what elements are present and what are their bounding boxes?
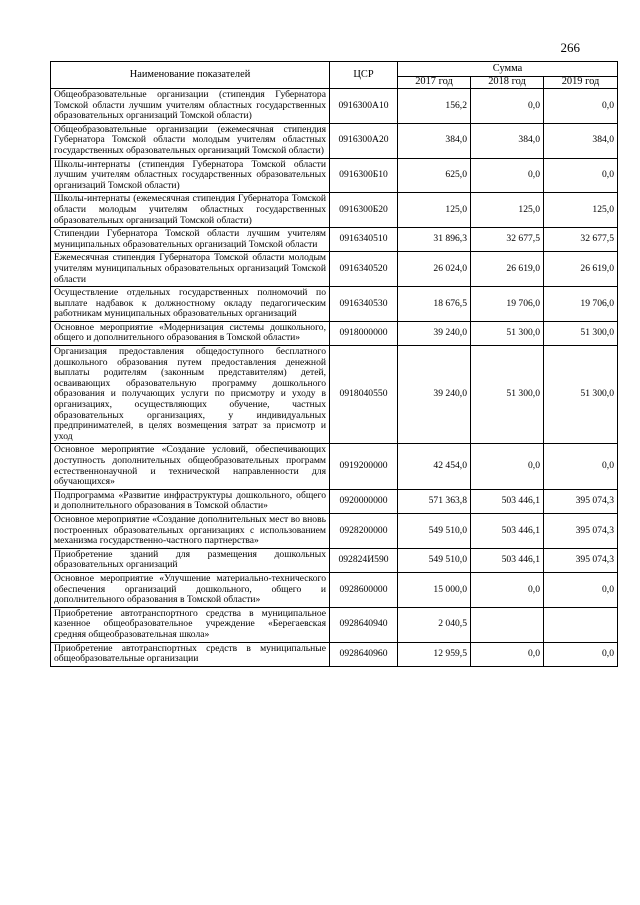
header-name: Наименование показателей bbox=[51, 62, 330, 89]
row-value-2018: 51 300,0 bbox=[471, 321, 544, 345]
row-value-2017: 26 024,0 bbox=[398, 252, 471, 287]
row-value-2019: 32 677,5 bbox=[544, 228, 618, 252]
row-name: Приобретение автотранспортных средств в муниципальные общеобразовательные организации bbox=[51, 642, 330, 666]
row-value-2018: 503 446,1 bbox=[471, 513, 544, 548]
row-csr: 0918000000 bbox=[330, 321, 398, 345]
row-name: Основное мероприятие «Модернизация системы дошкольного, общего и дополнительного образования в Томской области» bbox=[51, 321, 330, 345]
row-value-2017: 2 040,5 bbox=[398, 607, 471, 642]
row-value-2018: 503 446,1 bbox=[471, 489, 544, 513]
table-row bbox=[51, 346, 618, 444]
row-csr: 0920000000 bbox=[330, 489, 398, 513]
row-name: Подпрограмма «Развитие инфраструктуры дошкольного, общего и дополнительного образования в Томской области» bbox=[51, 489, 330, 513]
table-row bbox=[51, 287, 618, 322]
table-row bbox=[51, 158, 618, 193]
row-csr: 0928200000 bbox=[330, 513, 398, 548]
row-value-2018: 0,0 bbox=[471, 89, 544, 124]
row-value-2019: 26 619,0 bbox=[544, 252, 618, 287]
row-value-2019: 0,0 bbox=[544, 572, 618, 607]
row-name: Приобретение зданий для размещения дошкольных образовательных организаций bbox=[51, 548, 330, 572]
row-value-2018: 0,0 bbox=[471, 444, 544, 489]
table-row bbox=[51, 607, 618, 642]
row-value-2019: 51 300,0 bbox=[544, 346, 618, 444]
row-name: Организация предоставления общедоступного бесплатного дошкольного образования путем предоставления денежной выплаты родителям (законным представителям) детей, осваивающих образовательную программу дошкольного образования и получающих услуги по присмотру и уходу в организациях, осуществляющих обучение, частных образовательных организациях, у индивидуальных предпринимателей, в целях возмещения затрат за присмотр и уход bbox=[51, 346, 330, 444]
row-name: Приобретение автотранспортного средства в муниципальное казенное общеобразовательное учреждение «Берегаевская средняя общеобразовательная школа» bbox=[51, 607, 330, 642]
row-value-2019: 0,0 bbox=[544, 158, 618, 193]
row-csr: 0916340510 bbox=[330, 228, 398, 252]
row-value-2019: 395 074,3 bbox=[544, 489, 618, 513]
table-row bbox=[51, 252, 618, 287]
row-name: Осуществление отдельных государственных полномочий по выплате надбавок к должностному окладу педагогическим работникам муниципальных образовательных организаций bbox=[51, 287, 330, 322]
row-value-2018: 0,0 bbox=[471, 642, 544, 666]
row-value-2019: 51 300,0 bbox=[544, 321, 618, 345]
row-name: Стипендии Губернатора Томской области лучшим учителям муниципальных образовательных организаций Томской области bbox=[51, 228, 330, 252]
row-name: Основное мероприятие «Создание дополнительных мест во вновь построенных образовательных организациях с использованием механизма государственно-частного партнерства» bbox=[51, 513, 330, 548]
row-value-2018: 0,0 bbox=[471, 572, 544, 607]
header-year-2019: 2019 год bbox=[544, 77, 618, 89]
table-row bbox=[51, 572, 618, 607]
row-value-2018: 384,0 bbox=[471, 123, 544, 158]
header-year-2017: 2017 год bbox=[398, 77, 471, 89]
table-row bbox=[51, 513, 618, 548]
row-value-2017: 31 896,3 bbox=[398, 228, 471, 252]
row-csr: 0916300Б20 bbox=[330, 193, 398, 228]
header-sum: Сумма bbox=[398, 62, 618, 77]
row-name: Основное мероприятие «Улучшение материально-технического обеспечения организаций дошкольного, общего и дополнительного образования в Томской области» bbox=[51, 572, 330, 607]
budget-table bbox=[50, 61, 618, 667]
header-year-2018: 2018 год bbox=[471, 77, 544, 89]
row-value-2019: 0,0 bbox=[544, 89, 618, 124]
row-value-2017: 15 000,0 bbox=[398, 572, 471, 607]
row-value-2017: 549 510,0 bbox=[398, 513, 471, 548]
row-name: Школы-интернаты (стипендия Губернатора Томской области лучшим учителям областных государственных образовательных организаций Томской области) bbox=[51, 158, 330, 193]
row-value-2019: 0,0 bbox=[544, 444, 618, 489]
row-csr: 0916340530 bbox=[330, 287, 398, 322]
row-value-2019: 395 074,3 bbox=[544, 548, 618, 572]
header-csr: ЦСР bbox=[330, 62, 398, 89]
table-row bbox=[51, 228, 618, 252]
row-csr: 0916340520 bbox=[330, 252, 398, 287]
table-row bbox=[51, 444, 618, 489]
row-value-2017: 18 676,5 bbox=[398, 287, 471, 322]
row-value-2017: 125,0 bbox=[398, 193, 471, 228]
row-csr: 0918040550 bbox=[330, 346, 398, 444]
row-value-2019: 125,0 bbox=[544, 193, 618, 228]
row-value-2019: 19 706,0 bbox=[544, 287, 618, 322]
row-value-2018: 26 619,0 bbox=[471, 252, 544, 287]
row-value-2017: 549 510,0 bbox=[398, 548, 471, 572]
row-name: Школы-интернаты (ежемесячная стипендия Губернатора Томской области молодым учителям областных государственных образовательных организаций Томской области) bbox=[51, 193, 330, 228]
row-value-2019: 0,0 bbox=[544, 642, 618, 666]
row-value-2017: 39 240,0 bbox=[398, 346, 471, 444]
row-csr: 0928640960 bbox=[330, 642, 398, 666]
row-value-2017: 571 363,8 bbox=[398, 489, 471, 513]
page-number: 266 bbox=[560, 40, 580, 55]
row-value-2017: 39 240,0 bbox=[398, 321, 471, 345]
row-csr: 0928640940 bbox=[330, 607, 398, 642]
table-row bbox=[51, 642, 618, 666]
row-value-2017: 42 454,0 bbox=[398, 444, 471, 489]
row-csr: 0919200000 bbox=[330, 444, 398, 489]
row-value-2018: 51 300,0 bbox=[471, 346, 544, 444]
row-value-2019: 395 074,3 bbox=[544, 513, 618, 548]
row-csr: 0928600000 bbox=[330, 572, 398, 607]
row-value-2017: 384,0 bbox=[398, 123, 471, 158]
row-name: Общеобразовательные организации (стипендия Губернатора Томской области лучшим учителям областных государственных образовательных организаций Томской области) bbox=[51, 89, 330, 124]
row-value-2019: 384,0 bbox=[544, 123, 618, 158]
table-row bbox=[51, 89, 618, 124]
row-name: Ежемесячная стипендия Губернатора Томской области молодым учителям муниципальных образовательных организаций Томской области bbox=[51, 252, 330, 287]
row-name: Основное мероприятие «Создание условий, обеспечивающих доступность дополнительных общеобразовательных программ естественнонаучной и технической направленности для обучающихся» bbox=[51, 444, 330, 489]
row-csr: 0916300А10 bbox=[330, 89, 398, 124]
row-value-2018: 19 706,0 bbox=[471, 287, 544, 322]
row-name: Общеобразовательные организации (ежемесячная стипендия Губернатора Томской области молодым учителям областных государственных образовательных организаций Томской области) bbox=[51, 123, 330, 158]
table-row bbox=[51, 321, 618, 345]
row-value-2018: 0,0 bbox=[471, 158, 544, 193]
row-value-2018: 125,0 bbox=[471, 193, 544, 228]
table-row bbox=[51, 193, 618, 228]
row-value-2019 bbox=[544, 607, 618, 642]
row-value-2018: 32 677,5 bbox=[471, 228, 544, 252]
row-value-2018 bbox=[471, 607, 544, 642]
row-csr: 0916300Б10 bbox=[330, 158, 398, 193]
row-value-2017: 12 959,5 bbox=[398, 642, 471, 666]
row-csr: 0916300А20 bbox=[330, 123, 398, 158]
row-value-2018: 503 446,1 bbox=[471, 548, 544, 572]
table-row bbox=[51, 548, 618, 572]
table-row bbox=[51, 489, 618, 513]
row-csr: 092824И590 bbox=[330, 548, 398, 572]
row-value-2017: 625,0 bbox=[398, 158, 471, 193]
row-value-2017: 156,2 bbox=[398, 89, 471, 124]
table-row bbox=[51, 123, 618, 158]
